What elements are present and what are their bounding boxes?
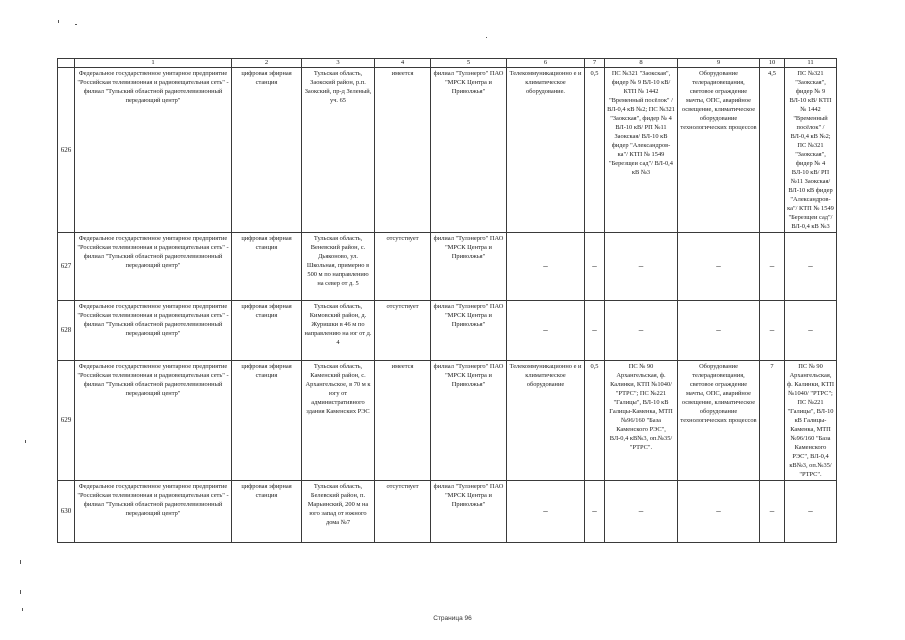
table-row [58, 68, 837, 233]
planned-power-cell: 4,5 [760, 68, 785, 233]
station-type-cell: цифровая эфирная станция [232, 233, 302, 301]
grid-company-cell: филиал "Тулэнерго" ПАО "МРСК Центра и Приволжья" [431, 481, 507, 543]
station-type-cell: цифровая эфирная станция [232, 361, 302, 481]
header-cell: 8 [605, 59, 678, 68]
header-row [58, 59, 837, 68]
availability-cell: отсутствует [375, 481, 431, 543]
header-cell: 1 [75, 59, 232, 68]
table-row [58, 233, 837, 301]
equipment-cell: – [507, 481, 585, 543]
operator-cell: Федеральное государственное унитарное предприятие "Российская телевизионная и радиовещательная сеть" - филиал "Тульский областной радиотелевизионный передающий центр" [75, 68, 232, 233]
header-cell: 4 [375, 59, 431, 68]
operator-cell: Федеральное государственное унитарное предприятие "Российская телевизионная и радиовещательная сеть" - филиал "Тульский областной радиотелевизионный передающий центр" [75, 301, 232, 361]
header-cell: 9 [678, 59, 760, 68]
station-type-cell: цифровая эфирная станция [232, 301, 302, 361]
row-number: 628 [58, 301, 75, 361]
connection-cell: – [605, 481, 678, 543]
scan-speck [22, 608, 23, 611]
power-cell: 0,5 [585, 68, 605, 233]
power-cell: 0,5 [585, 361, 605, 481]
table-row [58, 301, 837, 361]
planned-equipment-cell: – [678, 233, 760, 301]
connection-cell: ПС №321 "Заокская", фидер № 9 ВЛ-10 кВ/ КТП № 1442 "Временный посёлок" / ВЛ-0,4 кВ №2; ПС №321 "Заокская", фидер № 4 ВЛ-10 кВ/ РП №11 Заокская/ ВЛ-10 кВ фидер "Александров-ка"/ КТП № 1549 "Березщеи сад"/ ВЛ-0,4 кВ №3 [605, 68, 678, 233]
address-cell: Тульская область, Кимовский район, д. Журишки в 46 м по направлению на юг от д. 4 [302, 301, 375, 361]
header-cell: 6 [507, 59, 585, 68]
header-cell: 10 [760, 59, 785, 68]
scan-speck [75, 24, 77, 25]
operator-cell: Федеральное государственное унитарное предприятие "Российская телевизионная и радиовещательная сеть" - филиал "Тульский областной радиотелевизионный передающий центр" [75, 233, 232, 301]
row-number: 630 [58, 481, 75, 543]
availability-cell: отсутствует [375, 233, 431, 301]
equipment-cell: – [507, 301, 585, 361]
address-cell: Тульская область, Веневский район, с. Дьяконово, ул. Школьная, примерно в 500 м по направлению на север от д. 5 [302, 233, 375, 301]
header-cell: 11 [785, 59, 837, 68]
grid-company-cell: филиал "Тулэнерго" ПАО "МРСК Центра и Приволжья" [431, 68, 507, 233]
row-number: 627 [58, 233, 75, 301]
scan-speck [20, 560, 21, 564]
planned-connection-cell: – [785, 481, 837, 543]
grid-company-cell: филиал "Тулэнерго" ПАО "МРСК Центра и Приволжья" [431, 233, 507, 301]
equipment-cell: – [507, 233, 585, 301]
address-cell: Тульская область, Заокский район, р.п. Заокский, пр-д Зеленый, уч. 65 [302, 68, 375, 233]
header-cell: 2 [232, 59, 302, 68]
planned-connection-cell: – [785, 301, 837, 361]
operator-cell: Федеральное государственное унитарное предприятие "Российская телевизионная и радиовещательная сеть" - филиал "Тульский областной радиотелевизионный передающий центр" [75, 361, 232, 481]
power-cell: – [585, 301, 605, 361]
header-cell: 5 [431, 59, 507, 68]
connection-cell: – [605, 301, 678, 361]
planned-equipment-cell: Оборудование телерадиовещания, световое ограждение мачты, ОПС, аварийное освещение, климатическое оборудование технологических процессов [678, 361, 760, 481]
row-number: 626 [58, 68, 75, 233]
planned-connection-cell: ПС № 90 Архангельская, ф. Калинки, КТП №1040/ "РТРС"; ПС №221 "Галицы", ВЛ-10 кВ Галицы-Каменка, МТП №96/160 "База Каменского РЭС", ВЛ-0,4 кВ№3, оп.№35/ "РТРС". [785, 361, 837, 481]
scan-speck [486, 37, 487, 38]
planned-power-cell: – [760, 233, 785, 301]
station-type-cell: цифровая эфирная станция [232, 68, 302, 233]
planned-power-cell: 7 [760, 361, 785, 481]
table-row [58, 481, 837, 543]
row-number: 629 [58, 361, 75, 481]
power-cell: – [585, 233, 605, 301]
scan-speck [58, 20, 59, 23]
planned-power-cell: – [760, 481, 785, 543]
address-cell: Тульская область, Каменский район, с. Архангельское, в 70 м к югу от административного здания Каменских РЭС [302, 361, 375, 481]
registry-table [57, 58, 837, 543]
connection-cell: ПС № 90 Архангельская, ф. Калинки, КТП №1040/ "РТРС"; ПС №221 "Галицы", ВЛ-10 кВ Галицы-Каменка, МТП №96/160 "База Каменского РЭС", ВЛ-0,4 кВ№3, оп.№35/ "РТРС". [605, 361, 678, 481]
grid-company-cell: филиал "Тулэнерго" ПАО "МРСК Центра и Приволжья" [431, 361, 507, 481]
power-cell: – [585, 481, 605, 543]
planned-connection-cell: – [785, 233, 837, 301]
planned-equipment-cell: Оборудование телерадиовещания, световое ограждение мачты, ОПС, аварийное освещение, климатическое оборудование технологических процессов [678, 68, 760, 233]
table-row [58, 361, 837, 481]
connection-cell: – [605, 233, 678, 301]
operator-cell: Федеральное государственное унитарное предприятие "Российская телевизионная и радиовещательная сеть" - филиал "Тульский областной радиотелевизионный передающий центр" [75, 481, 232, 543]
header-cell: 3 [302, 59, 375, 68]
station-type-cell: цифровая эфирная станция [232, 481, 302, 543]
planned-power-cell: – [760, 301, 785, 361]
planned-equipment-cell: – [678, 301, 760, 361]
scan-speck [25, 440, 26, 443]
page-footer: Страница 96 [433, 615, 472, 622]
header-cell: 7 [585, 59, 605, 68]
header-cell-blank [58, 59, 75, 68]
planned-connection-cell: ПС №321 "Заокская", фидер № 9 ВЛ-10 кВ/ КТП № 1442 "Временный посёлок" / ВЛ-0,4 кВ №2; ПС №321 "Заокская", фидер № 4 ВЛ-10 кВ/ РП №11 Заокская/ ВЛ-10 кВ фидер "Александров-ка"/ КТП № 1549 "Березщеи сад"/ ВЛ-0,4 кВ №3 [785, 68, 837, 233]
equipment-cell: Телекоммуникационно е и климатическое оборудование. [507, 68, 585, 233]
planned-equipment-cell: – [678, 481, 760, 543]
availability-cell: имеется [375, 68, 431, 233]
address-cell: Тульская область, Белевский район, п. Марьинский, 200 м на юго запад от южного дома №7 [302, 481, 375, 543]
equipment-cell: Телекоммуникационно е и климатическое оборудование [507, 361, 585, 481]
scan-speck [20, 590, 21, 594]
availability-cell: отсутствует [375, 301, 431, 361]
availability-cell: имеется [375, 361, 431, 481]
grid-company-cell: филиал "Тулэнерго" ПАО "МРСК Центра и Приволжья" [431, 301, 507, 361]
